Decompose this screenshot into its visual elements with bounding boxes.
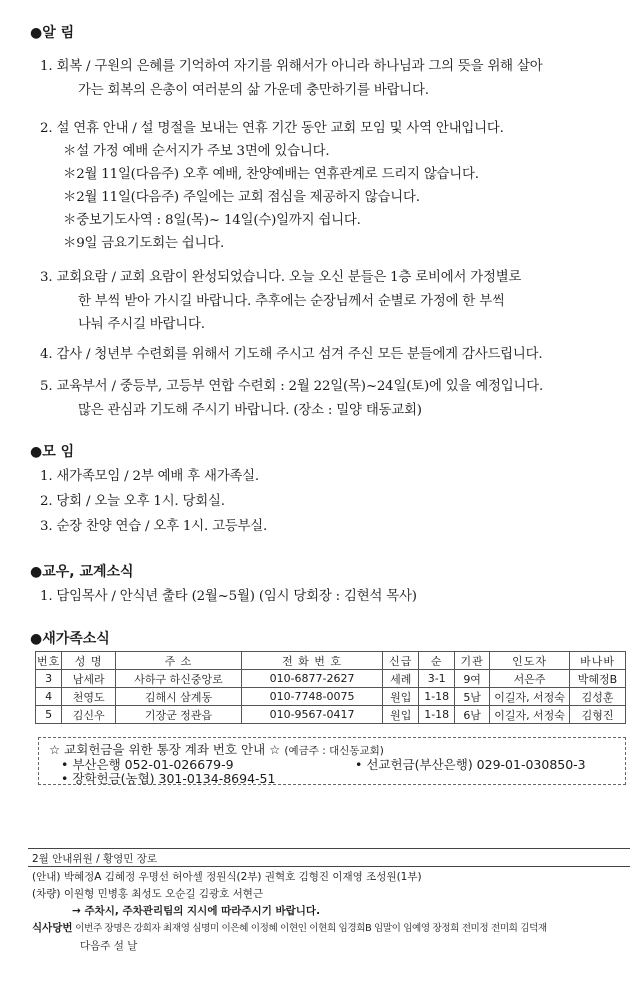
footer-next-week: 다음주 설 날 <box>80 940 138 952</box>
footer-divider <box>28 848 630 849</box>
table-cell: 사하구 하신중앙로 <box>116 670 242 688</box>
notice-2-sub-3: ＊2월 11일(다음주) 주일에는 교회 점심을 제공하지 않습니다. <box>63 190 420 205</box>
meetings-heading: ●모 임 <box>30 444 75 460</box>
notice-1: 1. 회복 / 구원의 은혜를 기억하여 자기를 위해서가 아니라 하나님과 그의 뜻을 위해 살아 <box>40 59 543 74</box>
table-cell: 원입 <box>383 706 419 724</box>
notice-5-line2: 많은 관심과 기도해 주시기 바랍니다. (장소 : 밀양 태동교회) <box>78 403 422 418</box>
table-cell: 이길자, 서정숙 <box>490 688 570 706</box>
footer-ushers-title: 2월 안내위원 / 황영민 장로 <box>32 853 157 865</box>
meeting-2: 2. 당회 / 오늘 오후 1시. 당회실. <box>40 494 225 509</box>
bank-title: ☆ 교회헌금을 위한 통장 계좌 번호 안내 ☆ (예금주 : 대신동교회) <box>49 742 384 757</box>
newfamily-heading: ●새가족소식 <box>30 631 110 647</box>
footer-parking-note: → 주차시, 주차관리팀의 지시에 따라주시기 바랍니다. <box>72 905 321 917</box>
col-header: 신급 <box>383 652 419 670</box>
footer-divider <box>28 866 630 867</box>
footer-meal-duty: 식사당번 이번주 장명은 강희자 최재영 심명미 이은혜 이정혜 이현인 이현희 임경희B 임말이 임예영 장정희 전미정 전미희 김덕재 <box>32 922 547 934</box>
col-header: 기관 <box>455 652 490 670</box>
notice-5: 5. 교육부서 / 중등부, 고등부 연합 수련회 : 2월 22일(목)~24일(토)에 있을 예정입니다. <box>40 379 544 394</box>
table-row <box>36 670 626 688</box>
newfamily-table <box>35 651 626 724</box>
notice-4: 4. 감사 / 청년부 수련회를 위해서 기도해 주시고 섬겨 주신 모든 분들에게 감사드립니다. <box>40 347 543 362</box>
bank-account-main: • 부산은행 052-01-026679-9 <box>61 757 234 772</box>
col-header: 인도자 <box>490 652 570 670</box>
bank-account-box <box>38 737 626 785</box>
table-row <box>36 688 626 706</box>
bank-account-mission: • 선교헌금(부산은행) 029-01-030850-3 <box>355 757 586 772</box>
table-cell: 세례 <box>383 670 419 688</box>
table-cell: 010-6877-2627 <box>241 670 383 688</box>
col-header: 전 화 번 호 <box>241 652 383 670</box>
fellowship-1: 1. 담임목사 / 안식년 출타 (2월~5월) (임시 당회장 : 김현석 목사) <box>40 589 417 604</box>
meeting-1: 1. 새가족모임 / 2부 예배 후 새가족실. <box>40 469 259 484</box>
table-header-row <box>36 652 626 670</box>
table-cell: 010-9567-0417 <box>241 706 383 724</box>
table-cell: 010-7748-0075 <box>241 688 383 706</box>
table-cell: 남세라 <box>62 670 116 688</box>
table-cell: 김형진 <box>570 706 626 724</box>
table-cell: 김해시 삼계동 <box>116 688 242 706</box>
notice-2-sub-4: ＊중보기도사역 : 8일(목)~ 14일(수)일까지 쉽니다. <box>63 213 361 228</box>
table-cell: 5남 <box>455 688 490 706</box>
col-header: 순 <box>419 652 455 670</box>
table-cell: 김신우 <box>62 706 116 724</box>
table-cell: 1-18 <box>419 706 455 724</box>
notice-1-line2: 가는 회복의 은총이 여러분의 삶 가운데 충만하기를 바랍니다. <box>78 83 429 98</box>
col-header: 주 소 <box>116 652 242 670</box>
table-row <box>36 706 626 724</box>
notice-2-sub-1: ＊설 가정 예배 순서지가 주보 3면에 있습니다. <box>63 144 330 159</box>
notice-3-line3: 나눠 주시길 바랍니다. <box>78 317 205 332</box>
notice-2-sub-5: ＊9일 금요기도회는 쉽니다. <box>63 236 225 251</box>
col-header: 번호 <box>36 652 62 670</box>
table-cell: 3 <box>36 670 62 688</box>
table-cell: 6남 <box>455 706 490 724</box>
table-cell: 9여 <box>455 670 490 688</box>
table-cell: 1-18 <box>419 688 455 706</box>
fellowship-heading: ●교우, 교계소식 <box>30 564 134 580</box>
notice-3: 3. 교회요람 / 교회 요람이 완성되었습니다. 오늘 오신 분들은 1층 로비에서 가정별로 <box>40 270 522 285</box>
col-header: 성 명 <box>62 652 116 670</box>
table-cell: 4 <box>36 688 62 706</box>
notice-3-line2: 한 부씩 받아 가시길 바랍니다. 추후에는 순장님께서 순별로 가정에 한 부씩 <box>78 294 505 309</box>
notice-2-sub-2: ＊2월 11일(다음주) 오후 예배, 찬양예배는 연휴관계로 드리지 않습니다. <box>63 167 479 182</box>
table-cell: 박혜정B <box>570 670 626 688</box>
table-cell: 이길자, 서정숙 <box>490 706 570 724</box>
notice-2: 2. 설 연휴 안내 / 설 명절을 보내는 연휴 기간 동안 교회 모임 및 사역 안내입니다. <box>40 121 504 136</box>
table-cell: 서은주 <box>490 670 570 688</box>
table-cell: 김성훈 <box>570 688 626 706</box>
bank-account-scholarship: • 장학헌금(농협) 301-0134-8694-51 <box>61 771 276 786</box>
col-header: 바나바 <box>570 652 626 670</box>
table-cell: 기장군 정관읍 <box>116 706 242 724</box>
table-cell: 5 <box>36 706 62 724</box>
notices-heading: ●알 림 <box>30 25 75 41</box>
table-cell: 원입 <box>383 688 419 706</box>
table-cell: 천영도 <box>62 688 116 706</box>
meeting-3: 3. 순장 찬양 연습 / 오후 1시. 고등부실. <box>40 519 268 534</box>
footer-drivers: (차량) 이원형 민병홍 최성도 오순길 김광호 서현근 <box>32 888 264 900</box>
table-cell: 3-1 <box>419 670 455 688</box>
footer-ushers: (안내) 박혜정A 김혜정 우명선 허아셀 정원식(2부) 권혁호 김형진 이재영 조성원(1부) <box>32 871 422 883</box>
